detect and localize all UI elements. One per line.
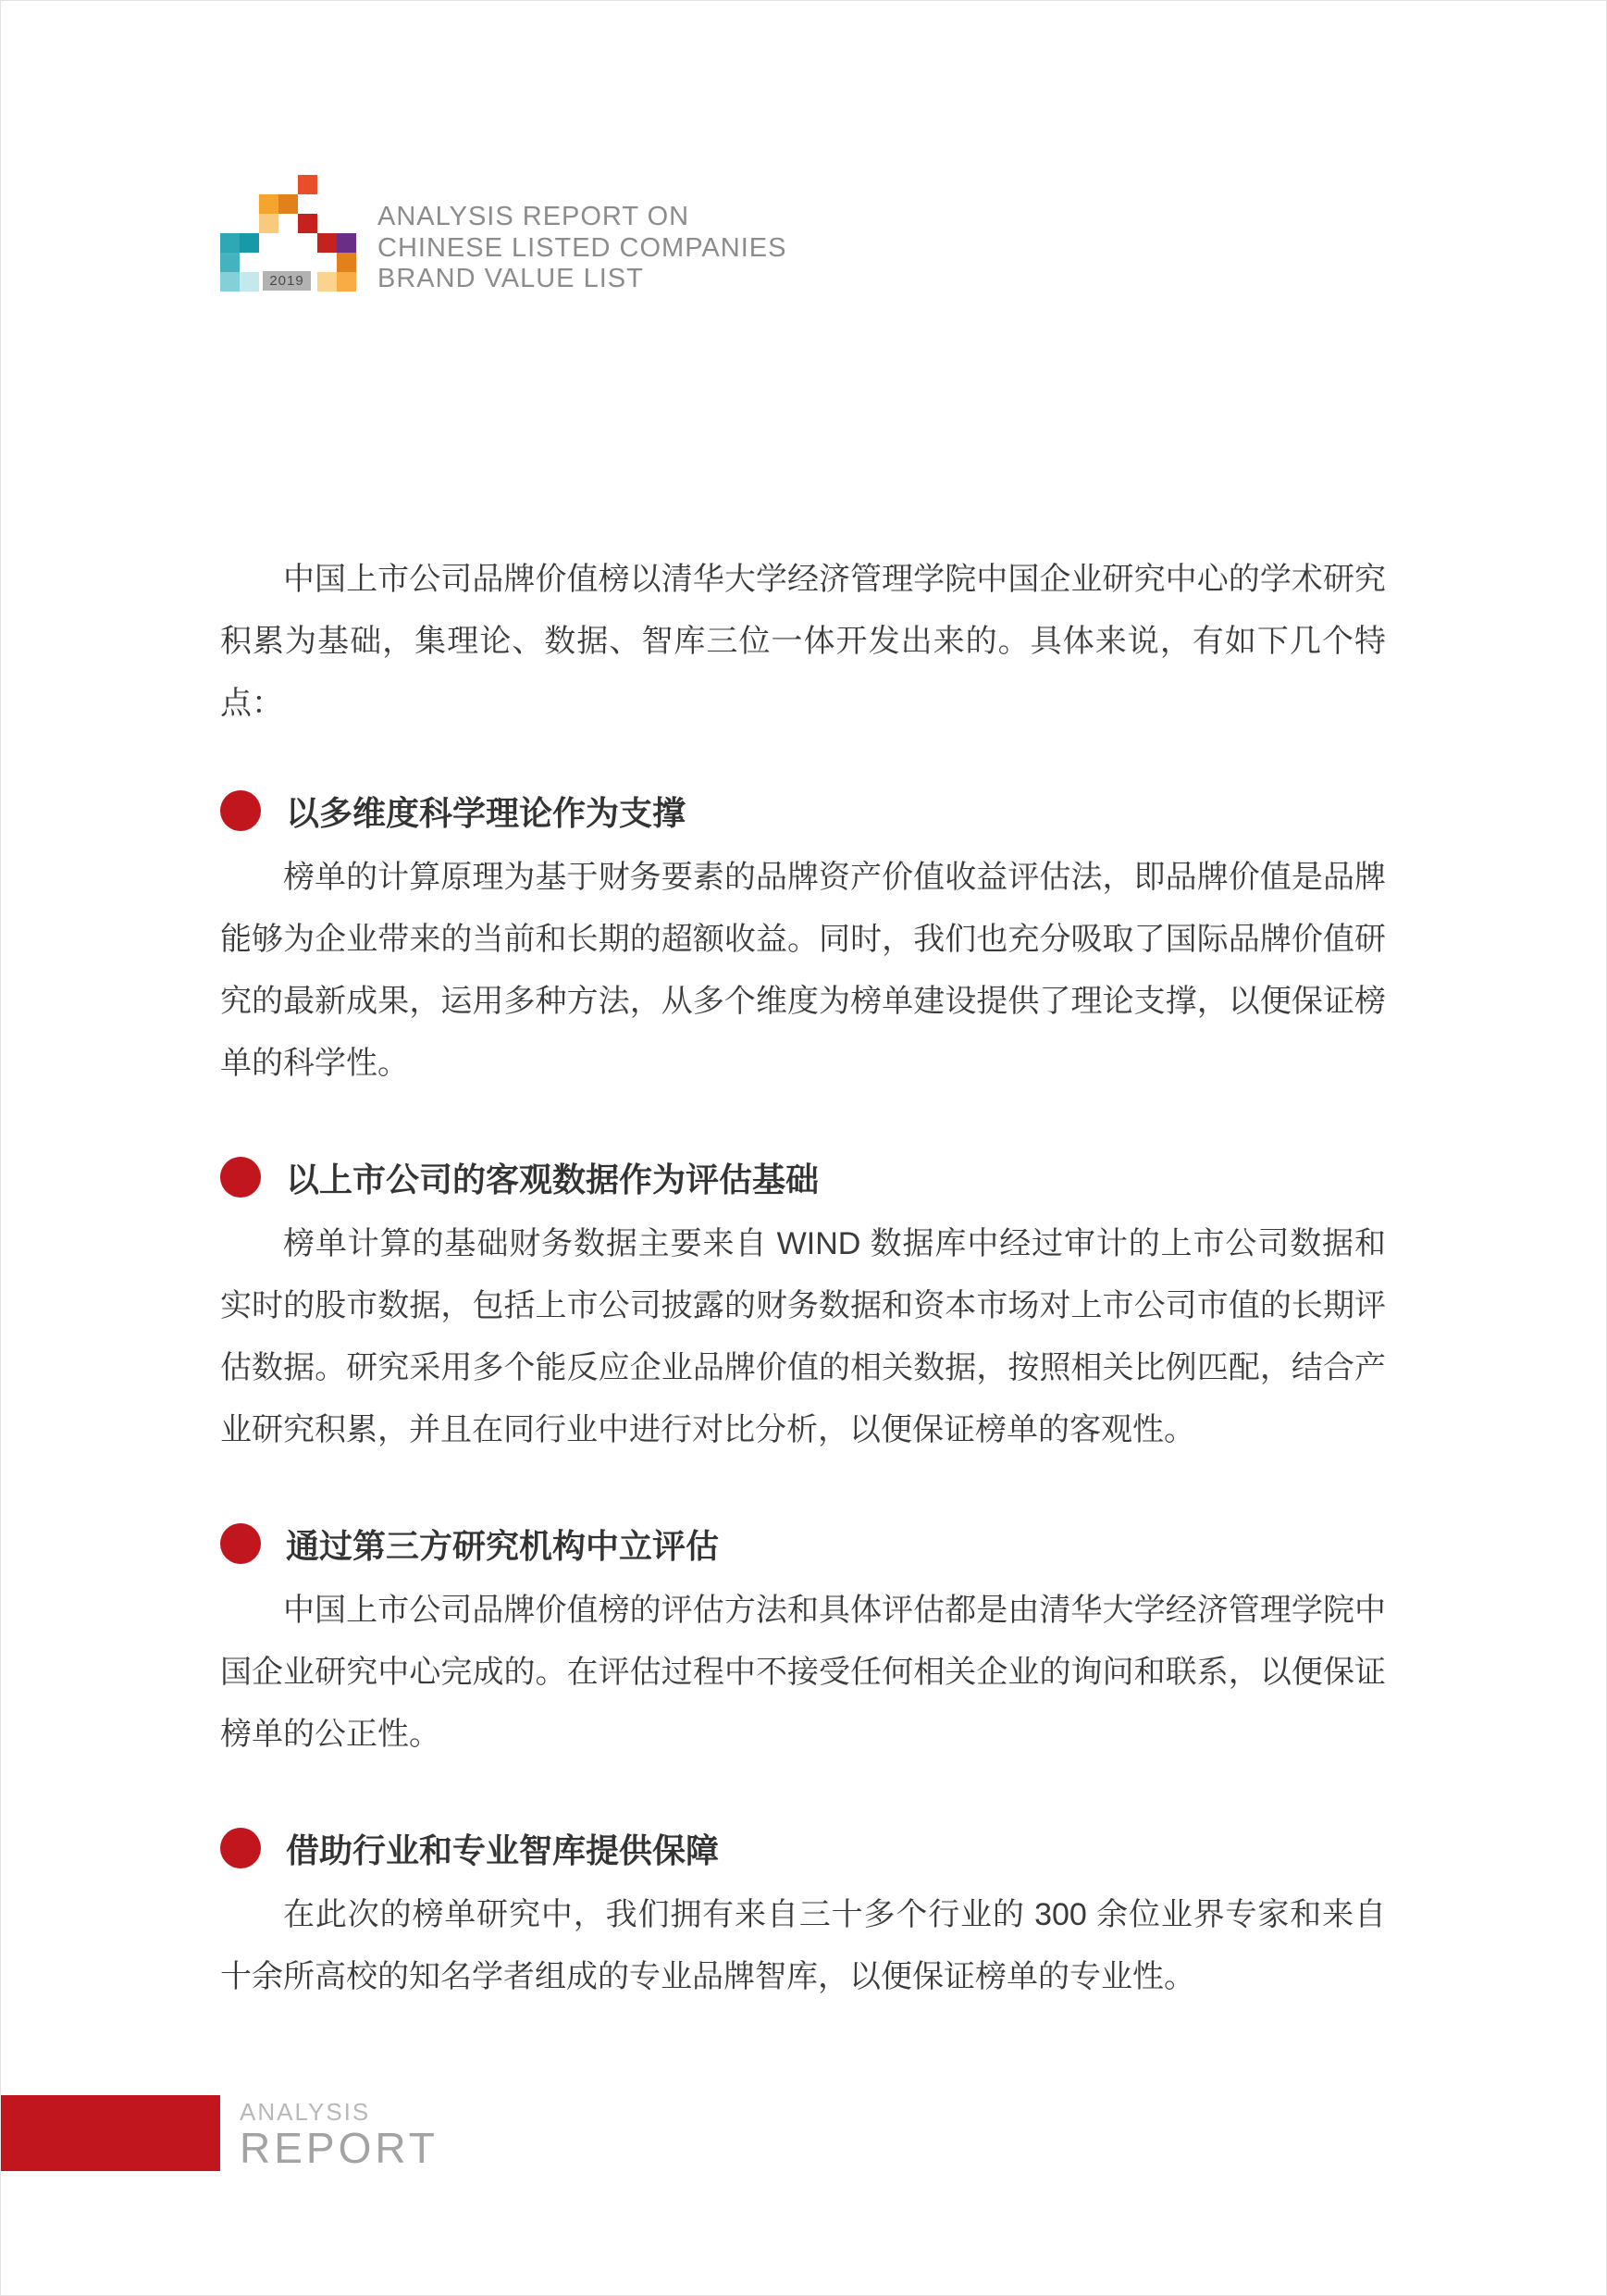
- footer-analysis-label: ANALYSIS: [240, 2098, 371, 2126]
- logo-mosaic-cell: [298, 175, 317, 194]
- logo-mosaic-cell: [240, 272, 259, 292]
- section-1: [220, 788, 1386, 1095]
- bullet-icon: [220, 1523, 261, 1564]
- logo-mosaic-cell: [220, 253, 240, 272]
- intro-paragraph: 中国上市公司品牌价值榜以清华大学经济管理学院中国企业研究中心的学术研究积累为基础，集理论、数据、智库三位一体开发出来的。具体来说，有如下几个特点：: [220, 562, 1386, 721]
- section-paragraph: 榜单计算的基础财务数据主要来自 WIND 数据库中经过审计的上市公司数据和实时的股市数据，包括上市公司披露的财务数据和资本市场对上市公司市值的长期评估数据。研究采用多个能反应企业品牌价值的相关数据，按照相关比例匹配，结合产业研究积累，并且在同行业中进行对比分析，以便保证榜单的客观性。: [220, 1226, 1386, 1447]
- bullet-icon: [220, 1157, 261, 1198]
- section-paragraph: 榜单的计算原理为基于财务要素的品牌资产价值收益评估法，即品牌价值是品牌能够为企业带来的当前和长期的超额收益。同时，我们也充分吸取了国际品牌价值研究的最新成果，运用多种方法，从多个维度为榜单建设提供了理论支撑，以便保证榜单的科学性。: [220, 860, 1386, 1081]
- logo-mosaic-cell: [337, 253, 356, 272]
- footer-report-label: REPORT: [240, 2124, 439, 2172]
- logo-title-line-2: CHINESE LISTED COMPANIES: [377, 232, 787, 263]
- section-heading: [220, 788, 1386, 833]
- bullet-icon: [220, 1828, 261, 1868]
- logo-mosaic-cell: [317, 233, 337, 253]
- logo-mosaic-cell: [337, 272, 356, 292]
- logo-mosaic-cell: [278, 194, 298, 214]
- logo-mosaic: [220, 175, 356, 292]
- section-4: [220, 1826, 1386, 2008]
- logo-mosaic-cell: [317, 272, 337, 292]
- footer-text: [240, 2096, 439, 2170]
- section-title: 以上市公司的客观数据作为评估基础: [286, 1160, 820, 1198]
- section-paragraph: 在此次的榜单研究中，我们拥有来自三十多个行业的 300 余位业界专家和来自十余所高校的知名学者组成的专业品牌智库，以便保证榜单的专业性。: [220, 1897, 1386, 1994]
- logo-mosaic-cell: [298, 214, 317, 233]
- logo-title-line-3: BRAND VALUE LIST: [377, 264, 644, 293]
- section-title: 通过第三方研究机构中立评估: [286, 1526, 720, 1565]
- section-2: [220, 1155, 1386, 1461]
- logo-title-line-1: ANALYSIS REPORT ON: [377, 202, 690, 231]
- section-title: 以多维度科学理论作为支撑: [286, 793, 686, 832]
- logo-mosaic-cell: [220, 233, 240, 253]
- bullet-icon: [220, 790, 261, 831]
- logo-mosaic-cell: [220, 272, 240, 292]
- logo-title: [377, 202, 786, 295]
- logo-mosaic-cell: [337, 233, 356, 253]
- logo-mosaic-cell: [240, 233, 259, 253]
- footer-red-bar: [1, 2095, 220, 2171]
- report-body: [220, 549, 1386, 2008]
- section-heading: [220, 1521, 1386, 1566]
- logo-mosaic-cell: [259, 194, 278, 214]
- section-title: 借助行业和专业智库提供保障: [286, 1831, 720, 1869]
- logo-mosaic-cell: [259, 214, 278, 233]
- section-paragraph: 中国上市公司品牌价值榜的评估方法和具体评估都是由清华大学经济管理学院中国企业研究中心完成的。在评估过程中不接受任何相关企业的询问和联系，以便保证榜单的公正性。: [220, 1593, 1386, 1752]
- section-heading: [220, 1826, 1386, 1870]
- section-3: [220, 1521, 1386, 1766]
- section-heading: [220, 1155, 1386, 1199]
- logo-year-badge: 2019: [263, 271, 311, 291]
